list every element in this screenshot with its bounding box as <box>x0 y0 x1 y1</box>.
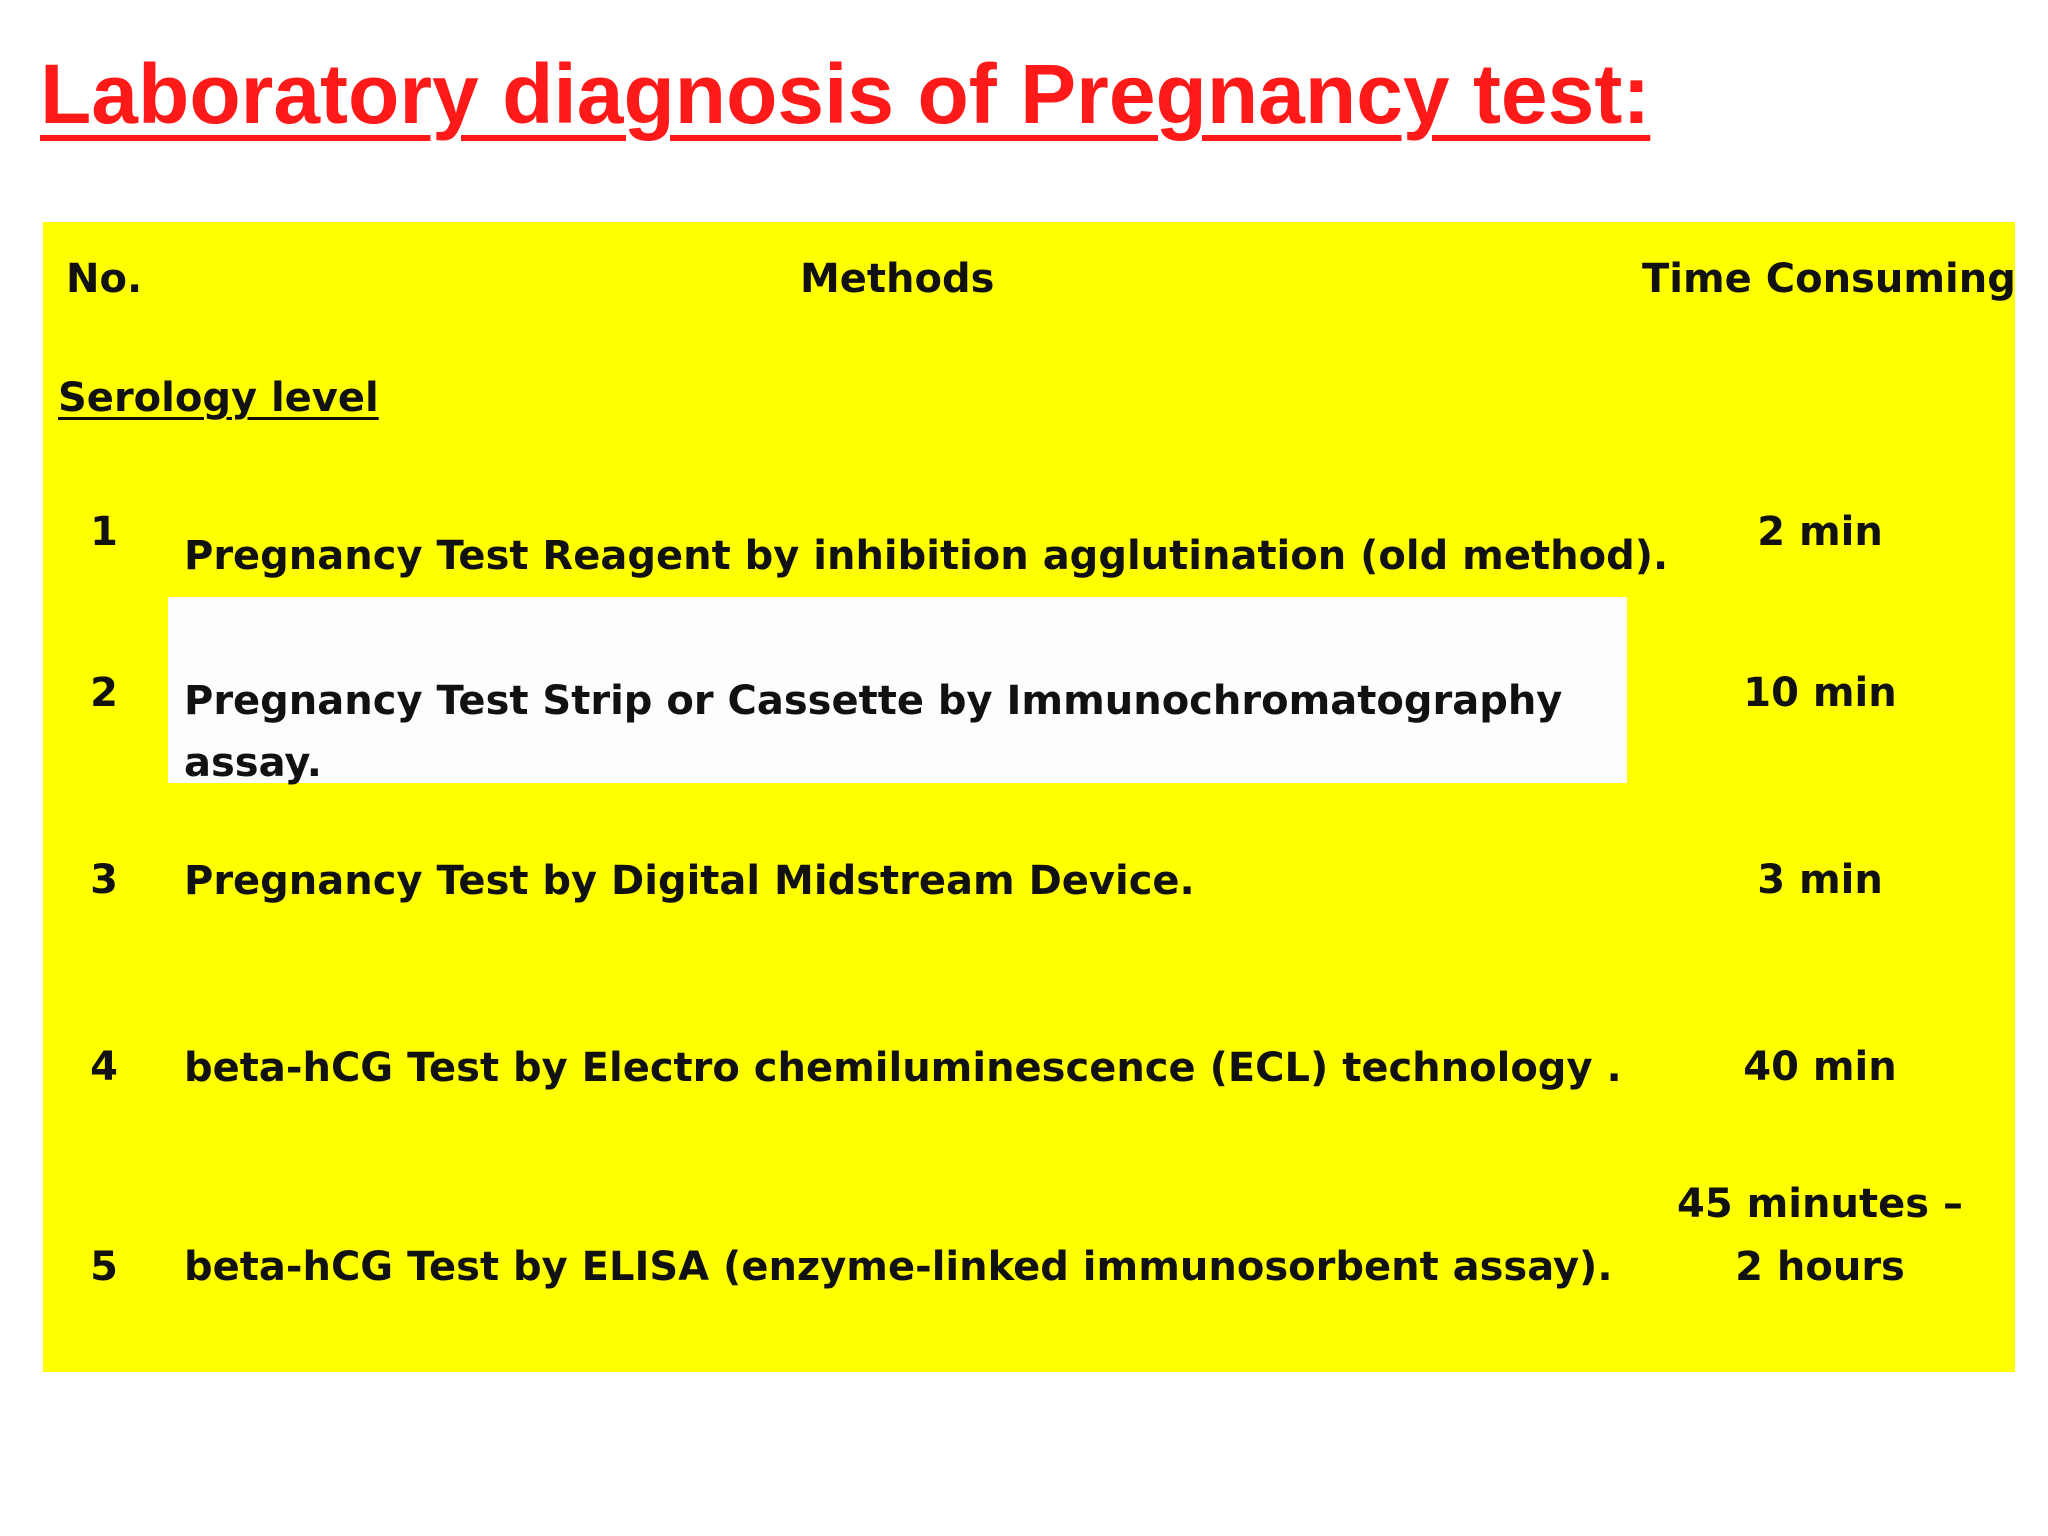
row-1-number: 1 <box>90 509 118 555</box>
row-1-time: 2 min <box>1757 509 1883 555</box>
row-3-number: 3 <box>90 857 118 903</box>
column-header-time: Time Consuming <box>1642 256 2016 302</box>
row-2-method: Pregnancy Test Strip or Cassette by Immunochromatography assay. <box>184 678 1563 786</box>
row-4-number: 4 <box>90 1044 118 1090</box>
row-5-time-line1: 45 minutes – <box>1677 1181 1963 1227</box>
slide-title: Laboratory diagnosis of Pregnancy test: <box>40 47 1651 141</box>
row-2-number: 2 <box>90 670 118 716</box>
row-4-time: 40 min <box>1743 1044 1897 1090</box>
column-header-methods: Methods <box>800 256 995 302</box>
row-5-time-line2: 2 hours <box>1735 1244 1905 1290</box>
row-5-number: 5 <box>90 1244 118 1290</box>
column-header-no: No. <box>66 256 143 302</box>
row-3-method: Pregnancy Test by Digital Midstream Device. <box>184 858 1195 904</box>
section-label: Serology level <box>58 375 379 421</box>
row-1-method: Pregnancy Test Reagent by inhibition agglutination (old method). <box>184 533 1669 579</box>
row-4-method: beta-hCG Test by Electro chemiluminescence (ECL) technology . <box>184 1045 1622 1091</box>
row-3-time: 3 min <box>1757 857 1883 903</box>
row-5-method: beta-hCG Test by ELISA (enzyme-linked immunosorbent assay). <box>184 1244 1613 1290</box>
row-2-time: 10 min <box>1743 670 1897 716</box>
